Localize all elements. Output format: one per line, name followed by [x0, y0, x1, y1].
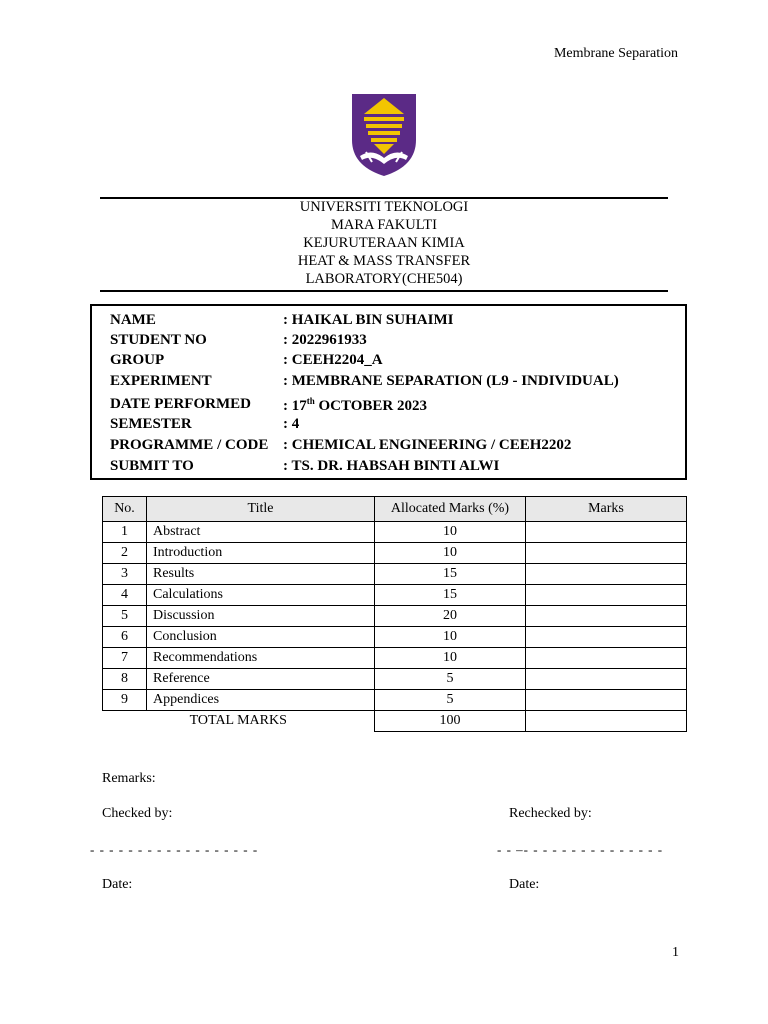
row-marks-cell[interactable]: [526, 648, 687, 669]
row-marks-cell[interactable]: [526, 522, 687, 543]
university-line: LABORATORY(CHE504): [305, 271, 463, 287]
header-marks: Marks: [526, 497, 687, 522]
remarks-label: Remarks:: [102, 771, 156, 786]
rechecked-date-label: Date:: [509, 877, 540, 892]
university-line: KEJURUTERAAN KIMIA: [303, 235, 465, 251]
student-no-label: STUDENT NO: [110, 332, 207, 348]
table-header-row: [103, 497, 687, 522]
table-row: [103, 627, 687, 648]
total-marks-cell[interactable]: [526, 711, 687, 732]
header-no: No.: [103, 497, 147, 522]
experiment-label: EXPERIMENT: [110, 373, 212, 389]
experiment-value: : MEMBRANE SEPARATION (L9 - INDIVIDUAL): [283, 373, 619, 389]
date-performed-value: : 17th OCTOBER 2023: [283, 396, 428, 414]
rechecked-by-label: Rechecked by:: [509, 806, 592, 821]
programme-label: PROGRAMME / CODE: [110, 437, 269, 453]
table-row: [103, 606, 687, 627]
row-no: 6: [103, 627, 147, 648]
header-title: Title: [147, 497, 375, 522]
row-no: 4: [103, 585, 147, 606]
row-title: Reference: [147, 669, 375, 690]
bottom-rule: [100, 290, 668, 292]
row-title: Appendices: [147, 690, 375, 711]
row-title: Conclusion: [147, 627, 375, 648]
running-header: Membrane Separation: [553, 46, 678, 61]
submit-to-label: SUBMIT TO: [110, 458, 194, 474]
group-value: : CEEH2204_A: [283, 352, 383, 368]
table-row: [103, 690, 687, 711]
row-allocated: 20: [375, 606, 526, 627]
table-row: [103, 564, 687, 585]
row-title: Recommendations: [147, 648, 375, 669]
row-no: 1: [103, 522, 147, 543]
checked-signature-line: - - - - - - - - - - - - - - - - - -: [90, 842, 259, 857]
row-allocated: 5: [375, 669, 526, 690]
table-row: [103, 648, 687, 669]
row-no: 8: [103, 669, 147, 690]
row-allocated: 10: [375, 627, 526, 648]
row-marks-cell[interactable]: [526, 564, 687, 585]
total-row: [103, 711, 687, 732]
table-row: [103, 669, 687, 690]
row-no: 2: [103, 543, 147, 564]
university-line: HEAT & MASS TRANSFER: [297, 253, 471, 269]
table-row: [103, 543, 687, 564]
row-allocated: 10: [375, 648, 526, 669]
student-no-value: : 2022961933: [283, 332, 367, 348]
marks-table: [102, 496, 687, 732]
group-label: GROUP: [110, 352, 165, 368]
row-title: Discussion: [147, 606, 375, 627]
university-heading: [100, 198, 668, 288]
row-allocated: 10: [375, 522, 526, 543]
row-marks-cell[interactable]: [526, 585, 687, 606]
semester-label: SEMESTER: [110, 416, 192, 432]
row-no: 5: [103, 606, 147, 627]
row-allocated: 10: [375, 543, 526, 564]
row-title: Calculations: [147, 585, 375, 606]
student-info-box: [90, 304, 687, 480]
row-marks-cell[interactable]: [526, 606, 687, 627]
row-title: Results: [147, 564, 375, 585]
row-no: 7: [103, 648, 147, 669]
name-label: NAME: [110, 312, 156, 328]
university-line: MARA FAKULTI: [331, 217, 437, 233]
semester-value: : 4: [283, 416, 300, 432]
checked-by-label: Checked by:: [102, 806, 173, 821]
checked-date-label: Date:: [102, 877, 133, 892]
row-marks-cell[interactable]: [526, 690, 687, 711]
row-allocated: 15: [375, 564, 526, 585]
row-marks-cell[interactable]: [526, 669, 687, 690]
university-line: UNIVERSITI TEKNOLOGI: [299, 199, 469, 215]
table-row: [103, 585, 687, 606]
row-marks-cell[interactable]: [526, 627, 687, 648]
row-marks-cell[interactable]: [526, 543, 687, 564]
submit-to-value: : TS. DR. HABSAH BINTI ALWI: [283, 458, 500, 474]
rechecked-signature-line: - - –- - - - - - - - - - - - - - -: [497, 842, 664, 857]
header-allocated: Allocated Marks (%): [375, 497, 526, 522]
table-row: [103, 522, 687, 543]
row-no: 3: [103, 564, 147, 585]
row-allocated: 15: [375, 585, 526, 606]
programme-value: : CHEMICAL ENGINEERING / CEEH2202: [283, 437, 572, 453]
university-logo: [350, 92, 418, 178]
total-label: TOTAL MARKS: [103, 711, 375, 732]
row-title: Introduction: [147, 543, 375, 564]
row-title: Abstract: [147, 522, 375, 543]
row-allocated: 5: [375, 690, 526, 711]
date-performed-label: DATE PERFORMED: [110, 396, 251, 412]
row-no: 9: [103, 690, 147, 711]
page-number: 1: [672, 945, 679, 960]
name-value: : HAIKAL BIN SUHAIMI: [283, 312, 454, 328]
total-value: 100: [375, 711, 526, 732]
